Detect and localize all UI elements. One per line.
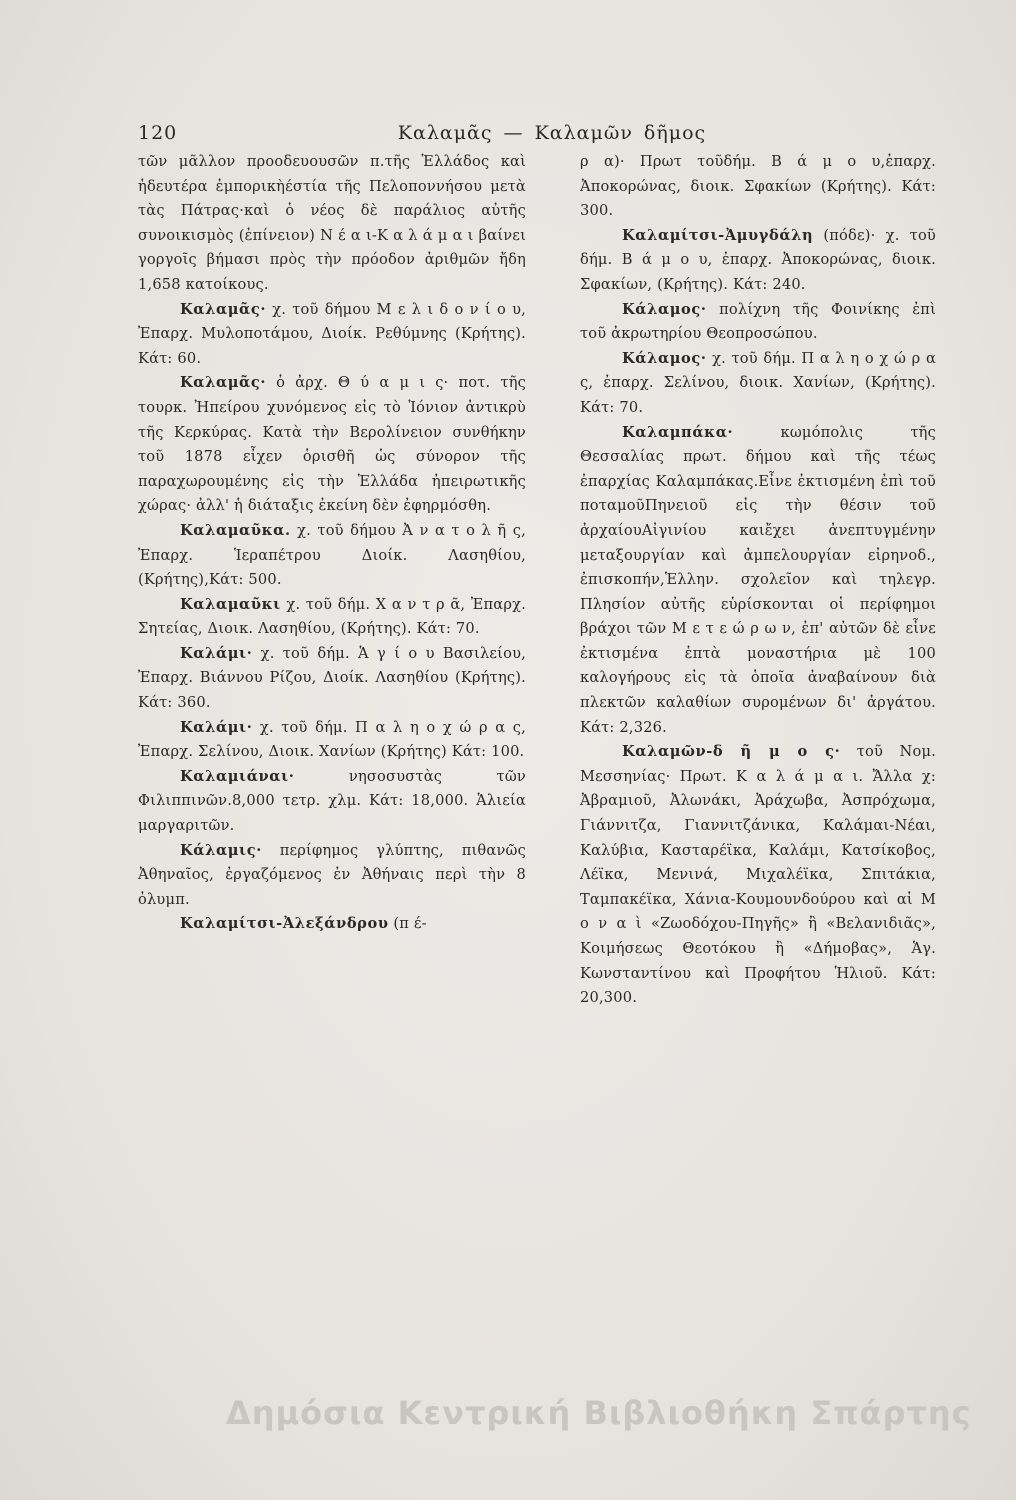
- entry-text: περίφημος γλύπτης, πιθανῶς Ἀθηναῖος, ἐργαζόμενος ἐν Ἀθήναις περὶ τὴν 8 ὀλυμπ.: [138, 841, 526, 908]
- entry-headword: Καλαμιάναι·: [180, 767, 295, 785]
- entry-text: χ. τοῦ δήμ. Π α λ η ο χ ώ ρ α ς, Ἐπαρχ. Σελίνου, Διοικ. Χανίων (Κρήτης) Κάτ: 100.: [138, 718, 526, 761]
- entry-text: τοῦ Νομ. Μεσσηνίας· Πρωτ. Κ α λ ά μ α ι. Ἄλλα χ: Ἀβραμιοῦ, Ἀλωνάκι, Ἀράχωβα, Ἀσπρόχωμα, Γιάννιτζα, Γιαννιτζάνικα, Καλάμαι-Νέαι, Καλύβια, Κασταρέϊκα, Καλάμι, Κατσίκοβος, Λέϊκα, Μενινά, Μιχαλέϊκα, Σπιτάκια, Ταμπακέϊκα, Χάνια-Κουμουνδούρου καὶ αἱ Μ ο ν α ὶ «Ζωοδόχου-Πηγῆς» ἢ «Βελανιδιᾶς», Κοιμήσεως Θεοτόκου ἢ «Δήμοβας», Ἁγ. Κωνσταντίνου καὶ Προφήτου Ἡλιοῦ. Κάτ: 20,300.: [580, 743, 936, 1007]
- entry: [580, 347, 936, 421]
- entry-text: πολίχνη τῆς Φοινίκης ἐπὶ τοῦ ἀκρωτηρίου Θεοπροσώπου.: [580, 300, 936, 343]
- entry-headword: Κάλαμος·: [622, 300, 707, 318]
- entry-text: χ. τοῦ δήμ. Ἁ γ ί ο υ Βασιλείου, Ἐπαρχ. Βιάννου Ρίζου, Διοίκ. Λασηθίου (Κρήτης). Κάτ: 360.: [138, 644, 526, 712]
- entry: [138, 519, 526, 593]
- entry-headword: Καλαμαῦκι: [180, 595, 281, 613]
- entry-text: (πόδε)· χ. τοῦ δήμ. Β ά μ ο υ, ἐπαρχ. Ἀποκορώνας, διοικ. Σφακίων, (Κρήτης). Κάτ: 240.: [580, 226, 937, 293]
- entry-text: χ. τοῦ δήμ. Χ α ν τ ρ ᾶ, Ἐπαρχ. Σητείας, Διοικ. Λασηθίου, (Κρήτης). Κάτ: 70.: [138, 595, 526, 638]
- entry-headword: Κάλαμος·: [622, 349, 707, 367]
- entry: [580, 421, 936, 741]
- running-head: Καλαμᾶς — Καλαμῶν δῆμος: [397, 122, 707, 144]
- entry-text: κωμόπολις τῆς Θεσσαλίας πρωτ. δήμου καὶ τῆς τέως ἐπαρχίας Καλαμπάκας.Εἶνε ἐκτισμένη ἐπὶ τοῦ ποταμοῦΠηνειοῦ εἰς τὴν θέσιν τοῦ ἀρχαίουΑἰγινίου καιἔχει ἀνεπτυγμένην μεταξουργίαν καὶ ἀμπελουργίαν εἰρηνοδ., ἐπισκοπήν,Ἑλλην. σχολεῖον καὶ τηλεγρ. Πλησίον αὐτῆς εὑρίσκονται οἱ περίφημοι βράχοι τῶν Μ ε τ ε ώ ρ ω ν, ἐπ' αὐτῶν δὲ εἶνε ἐκτισμένα ἑπτὰ μοναστήρια μὲ 100 καλογήρους εἰς τὰ ὁποῖα ἀναβαίνουν διὰ πλεκτῶν καλαθίων συρομένων δι' ἀργάτου. Κάτ: 2,326.: [580, 423, 936, 736]
- entry-text: ρ α)· Πρωτ τοῦδήμ. Β ά μ ο υ,ἐπαρχ. Ἀποκορώνας, διοικ. Σφακίων (Κρήτης). Κάτ: 300.: [580, 153, 936, 220]
- page-number: 120: [138, 122, 178, 144]
- left-column: [138, 150, 526, 937]
- entry: [138, 912, 526, 937]
- entry: [138, 298, 526, 372]
- entry-text: (π έ-: [393, 915, 427, 933]
- entry-text: τῶν μᾶλλον προοδευουσῶν π.τῆς Ἑλλάδος καὶ ἡδευτέρα ἐμπορικὴέστία τῆς Πελοποννήσου μετὰ τὰς Πάτρας·καὶ ὁ νέος δὲ παράλιος αὐτῆς συνοικισμὸς (ἐπίνειον) Ν έ α ι-Κ α λ ά μ α ι βαίνει γοργοῖς βήμασι πρὸς τὴν πρόοδον ἀριθμῶν ἤδη 1,658 κατοίκους.: [138, 153, 526, 293]
- entry: [138, 716, 526, 765]
- entry-headword: Καλαμαῦκα.: [180, 521, 291, 539]
- right-column: [580, 150, 936, 1011]
- entry-headword: Καλαμῶν-δ ῆ μ ο ς·: [622, 743, 841, 761]
- entry: [580, 224, 936, 298]
- entry-headword: Καλαμίτσι-Ἀμυγδάλη: [622, 226, 814, 244]
- entry-headword: Καλαμίτσι-Ἀλεξάνδρου: [180, 915, 389, 933]
- entry-text: χ. τοῦ δήμου Ἀ ν α τ ο λ ῆ ς, Ἐπαρχ. Ἱεραπέτρου Διοίκ. Λασηθίου, (Κρήτης),Κάτ: 500.: [138, 521, 526, 589]
- entry-headword: Καλαμᾶς·: [180, 300, 267, 318]
- entry: [138, 150, 526, 298]
- entry: [138, 371, 526, 519]
- entry-headword: Καλάμι·: [180, 644, 253, 662]
- entry: [138, 642, 526, 716]
- entry-headword: Καλάμι·: [180, 718, 253, 736]
- entry-text: χ. τοῦ δήμ. Π α λ η ο χ ώ ρ α ς, ἐπαρχ. Σελίνου, διοικ. Χανίων, (Κρήτης). Κάτ: 70.: [580, 349, 937, 416]
- entry-text: χ. τοῦ δήμου Μ ε λ ι δ ο ν ί ο υ, Ἐπαρχ. Μυλοποτάμου, Διοίκ. Ρεθύμνης (Κρήτης). Κάτ: 60.: [138, 300, 527, 367]
- entry-headword: Καλαμπάκα·: [622, 423, 734, 441]
- entry: [580, 150, 936, 224]
- entry-text: ὁ ἀρχ. Θ ύ α μ ι ς· ποτ. τῆς τουρκ. Ἠπείρου χυνόμενος εἰς τὸ Ἰόνιον ἀντικρὺ τῆς Κερκύρας. Κατὰ τὴν Βερολίνειον συνθήκην τοῦ 1878 εἶχεν ὁρισθῆ ὡς σύνορον τῆς παραχωρουμένης εἰς τὴν Ἑλλάδα ἠπειρωτικῆς χώρας· ἀλλ' ἡ διάταξις ἐκείνη δὲν ἐφηρμόσθη.: [138, 374, 527, 515]
- entry: [580, 298, 936, 347]
- entry: [580, 740, 936, 1011]
- entry-text: νησοσυστὰς τῶν Φιλιππινῶν.8,000 τετρ. χλμ. Κάτ: 18,000. Ἁλιεία μαργαριτῶν.: [138, 767, 526, 835]
- entry-headword: Καλαμᾶς·: [180, 374, 267, 392]
- entry: [138, 839, 526, 913]
- entry: [138, 765, 526, 839]
- library-watermark: Δημόσια Κεντρική Βιβλιοθήκη Σπάρτης: [226, 1394, 972, 1432]
- entry-headword: Κάλαμις·: [180, 841, 262, 859]
- entry: [138, 593, 526, 642]
